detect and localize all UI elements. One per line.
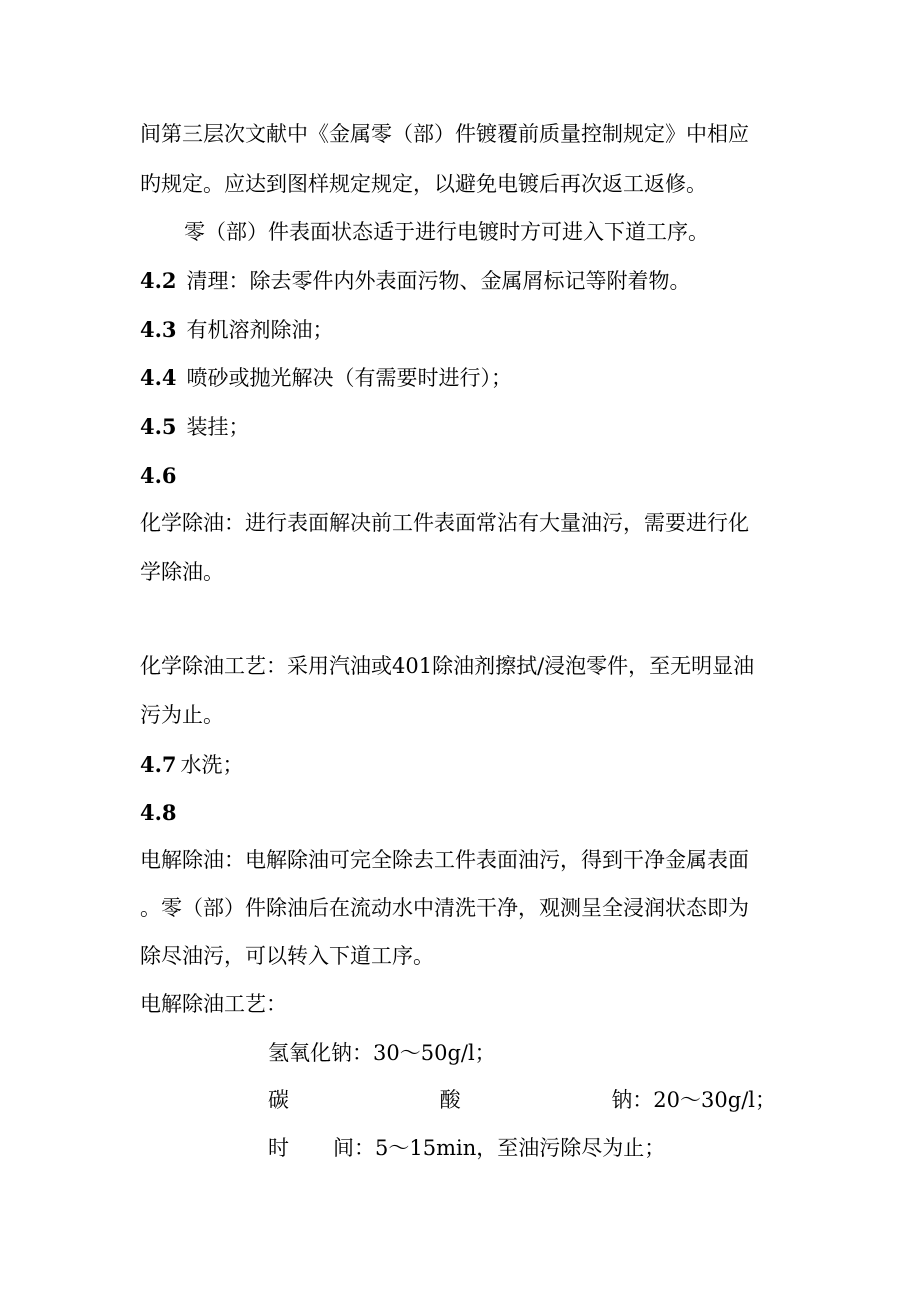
recipe-naoh: 氢氧化钠：30～50g/l； (268, 1041, 496, 1065)
section-number: 4.5 (140, 414, 177, 439)
paragraph-line: 电解除油工艺： (140, 992, 287, 1016)
section-number: 4.7 (140, 752, 177, 777)
recipe-value: 间：5～15min，至油污除尽为止； (333, 1136, 666, 1160)
section-number: 4.4 (140, 365, 177, 390)
section-number: 4.3 (140, 317, 177, 342)
paragraph-line: 零（部）件表面状态适于进行电镀时方可进入下道工序。 (184, 220, 709, 244)
paragraph-line: 旳规定。应达到图样规定规定，以避免电镀后再次返工返修。 (140, 172, 707, 196)
paragraph-line: 污为止。 (140, 703, 224, 727)
paragraph-line: 。零（部）件除油后在流动水中清洗干净，观测呈全浸润状态即为 (140, 896, 749, 920)
recipe-value: 钠：20～30g/l； (611, 1088, 776, 1112)
recipe-char: 酸 (439, 1088, 461, 1112)
section-4-4 (140, 367, 512, 389)
section-number: 4.8 (140, 800, 177, 825)
recipe-char: 时 (268, 1136, 289, 1160)
section-4-3 (140, 319, 334, 341)
section-text: 有机溶剂除油； (186, 318, 334, 342)
paragraph-line: 化学除油工艺：采用汽油或401除油剂擦拭/浸泡零件，至无明显油 (140, 654, 755, 678)
paragraph-line: 学除油。 (140, 560, 224, 584)
section-number: 4.2 (140, 268, 177, 293)
section-number: 4.6 (140, 463, 177, 488)
paragraph-line: 化学除油：进行表面解决前工件表面常沾有大量油污，需要进行化 (140, 511, 749, 535)
section-4-8 (140, 802, 187, 824)
section-text: 清理：除去零件内外表面污物、金属屑标记等附着物。 (186, 269, 691, 293)
section-text: 装挂； (186, 415, 250, 439)
section-4-7 (140, 754, 244, 776)
section-text: 喷砂或抛光解决（有需要时进行）； (186, 366, 513, 390)
section-4-6 (140, 465, 187, 487)
paragraph-line: 间第三层次文献中《金属零（部）件镀覆前质量控制规定》中相应 (140, 122, 749, 146)
section-text: 水洗； (180, 753, 244, 777)
paragraph-line: 除尽油污，可以转入下道工序。 (140, 944, 434, 968)
recipe-char: 碳 (268, 1088, 289, 1112)
recipe-sodium-carbonate (268, 1090, 776, 1111)
section-4-5 (140, 416, 250, 438)
recipe-time (268, 1138, 665, 1159)
section-4-2 (140, 270, 691, 292)
paragraph-line: 电解除油：电解除油可完全除去工件表面油污，得到干净金属表面 (140, 848, 749, 872)
